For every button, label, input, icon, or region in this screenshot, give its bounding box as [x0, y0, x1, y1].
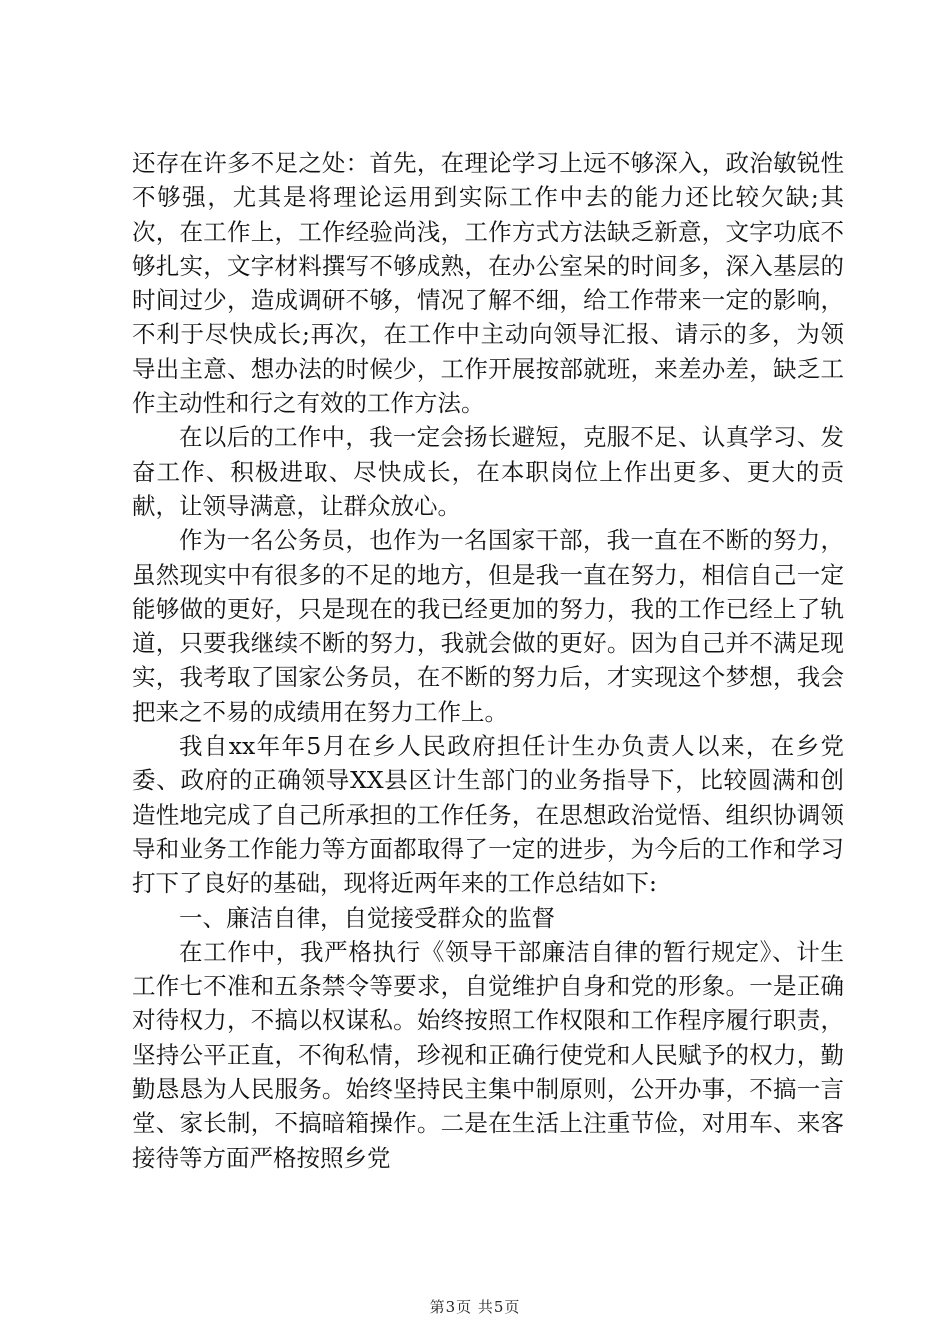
document-body: [132, 146, 844, 1175]
paragraph-deficiencies: 还存在许多不足之处：首先，在理论学习上远不够深入，政治敏锐性不够强，尤其是将理论运用到实际工作中去的能力还比较欠缺;其次，在工作上，工作经验尚浅，工作方式方法缺乏新意，文字功底不够扎实，文字材料撰写不够成熟，在办公室呆的时间多，深入基层的时间过少，造成调研不够，情况了解不细，给工作带来一定的影响，不利于尽快成长;再次，在工作中主动向领导汇报、请示的多，为领导出主意、想办法的时候少，工作开展按部就班，来差办差，缺乏工作主动性和行之有效的工作方法。: [132, 149, 844, 418]
paragraph-civil-servant: 作为一名公务员，也作为一名国家干部，我一直在不断的努力，虽然现实中有很多的不足的地方，但是我一直在努力，相信自己一定能够做的更好，只是现在的我已经更加的努力，我的工作已经上了轨道，只要我继续不断的努力，我就会做的更好。因为自己并不满足现实，我考取了国家公务员，在不断的努力后，才实现这个梦想，我会把来之不易的成绩用在努力工作上。: [132, 526, 844, 726]
page-number-footer: 第3页 共5页: [429, 1298, 521, 1316]
section-heading-integrity: 一、廉洁自律，自觉接受群众的监督: [179, 903, 555, 932]
paragraph-future-work: 在以后的工作中，我一定会扬长避短，克服不足、认真学习、发奋工作、积极进取、尽快成长，在本职岗位上作出更多、更大的贡献，让领导满意，让群众放心。: [132, 423, 844, 520]
paragraph-work-summary-intro: 我自xx年年5月在乡人民政府担任计生办负责人以来，在乡党委、政府的正确领导XX县区计生部门的业务指导下，比较圆满和创造性地完成了自己所承担的工作任务，在思想政治觉悟、组织协调领导和业务工作能力等方面都取得了一定的进步，为今后的工作和学习打下了良好的基础，现将近两年来的工作总结如下:: [132, 732, 844, 898]
paragraph-integrity-details: 在工作中，我严格执行《领导干部廉洁自律的暂行规定》、计生工作七不准和五条禁令等要求，自觉维护自身和党的形象。一是正确对待权力，不搞以权谋私。始终按照工作权限和工作程序履行职责，坚持公平正直，不徇私情，珍视和正确行使党和人民赋予的权力，勤勤恳恳为人民服务。始终坚持民主集中制原则，公开办事，不搞一言堂、家长制，不搞暗箱操作。二是在生活上注重节俭，对用车、来客接待等方面严格按照乡党: [132, 937, 844, 1172]
